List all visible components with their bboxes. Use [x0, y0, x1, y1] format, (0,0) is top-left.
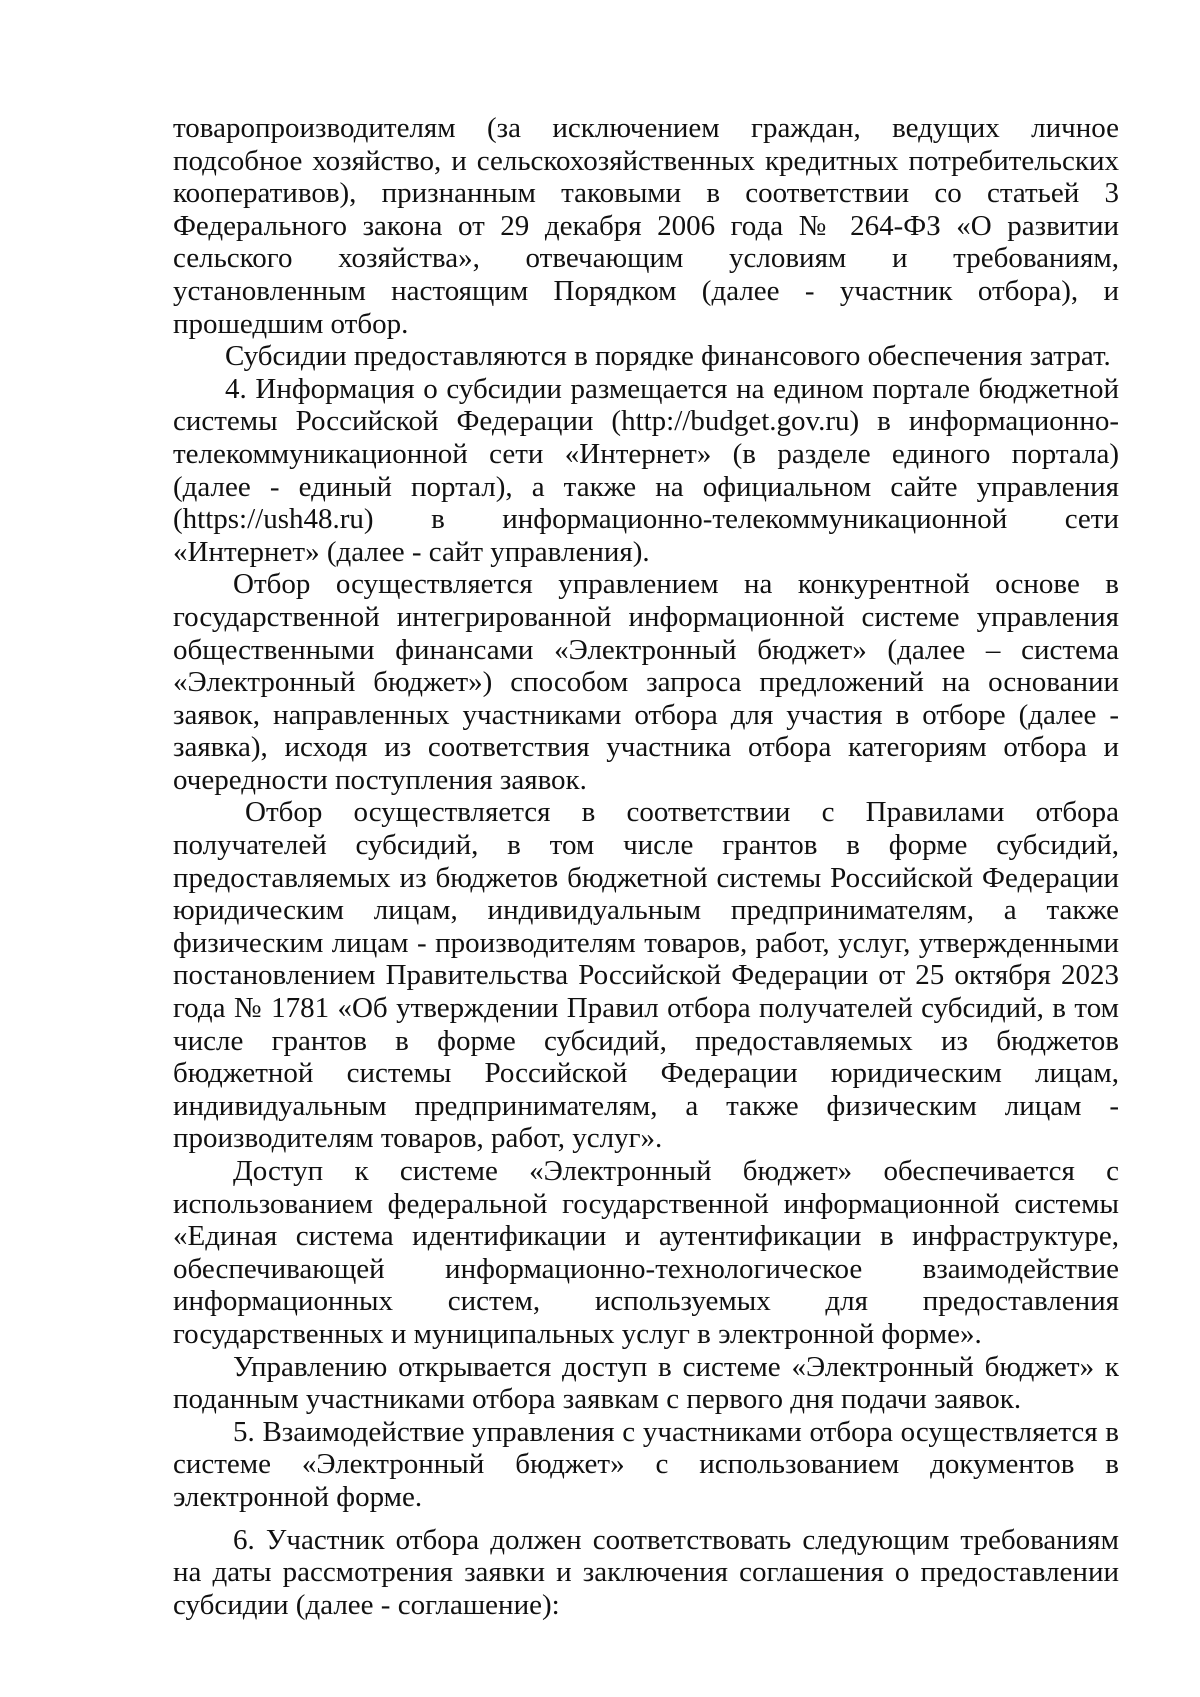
- paragraph-management-access: Управлению открывается доступ в системе «Электронный бюджет» к поданным участниками отбора заявкам с первого дня подачи заявок.: [173, 1350, 1119, 1416]
- paragraph-selection-basis: Отбор осуществляется управлением на конкурентной основе в государственной интегрированной информационной системе управления общественными финансами «Электронный бюджет» (далее – система «Электронный бюджет») способом запроса предложений на основании заявок, направленных участниками отбора для участия в отборе (далее - заявка), исходя из соответствия участника отбора категориям отбора и очередности поступления заявок.: [173, 568, 1119, 796]
- paragraph-item-4: 4. Информация о субсидии размещается на едином портале бюджетной системы Российской Федерации (http://budget.gov.ru) в информационно-телекоммуникационной сети «Интернет» (в разделе единого портала) (далее - единый портал), а также на официальном сайте управления (https://ush48.ru) в информационно-телекоммуникационной сети «Интернет» (далее - сайт управления).: [173, 372, 1119, 568]
- document-page: [173, 112, 1119, 1621]
- paragraph-item-6: 6. Участник отбора должен соответствовать следующим требованиям на даты рассмотрения заявки и заключения соглашения о предоставлении субсидии (далее - соглашение):: [173, 1523, 1119, 1621]
- paragraph-continuation: товаропроизводителям (за исключением граждан, ведущих личное подсобное хозяйство, и сельскохозяйственных кредитных потребительских кооперативов), признанным таковыми в соответствии со статьей 3 Федерального закона от 29 декабря 2006 года № 264-ФЗ «О развитии сельского хозяйства», отвечающим условиям и требованиям, установленным настоящим Порядком (далее - участник отбора), и прошедшим отбор.: [173, 112, 1119, 340]
- paragraph-subsidy-financing: Субсидии предоставляются в порядке финансового обеспечения затрат.: [225, 340, 1111, 373]
- paragraph-system-access: Доступ к системе «Электронный бюджет» обеспечивается с использованием федеральной государственной информационной системы «Единая система идентификации и аутентификации в инфраструктуре, обеспечивающей информационно-технологическое взаимодействие информационных систем, используемых для предоставления государственных и муниципальных услуг в электронной форме».: [173, 1155, 1119, 1350]
- paragraph-selection-rules: Отбор осуществляется в соответствии с Правилами отбора получателей субсидий, в том числе грантов в форме субсидий, предоставляемых из бюджетов бюджетной системы Российской Федерации юридическим лицам, индивидуальным предпринимателям, а также физическим лицам - производителям товаров, работ, услуг, утвержденными постановлением Правительства Российской Федерации от 25 октября 2023 года № 1781 «Об утверждении Правил отбора получателей субсидий, в том числе грантов в форме субсидий, предоставляемых из бюджетов бюджетной системы Российской Федерации юридическим лицам, индивидуальным предпринимателям, а также физическим лицам - производителям товаров, работ, услуг».: [173, 796, 1119, 1155]
- paragraph-item-5: 5. Взаимодействие управления с участниками отбора осуществляется в системе «Электронный бюджет» с использованием документов в электронной форме.: [173, 1415, 1119, 1513]
